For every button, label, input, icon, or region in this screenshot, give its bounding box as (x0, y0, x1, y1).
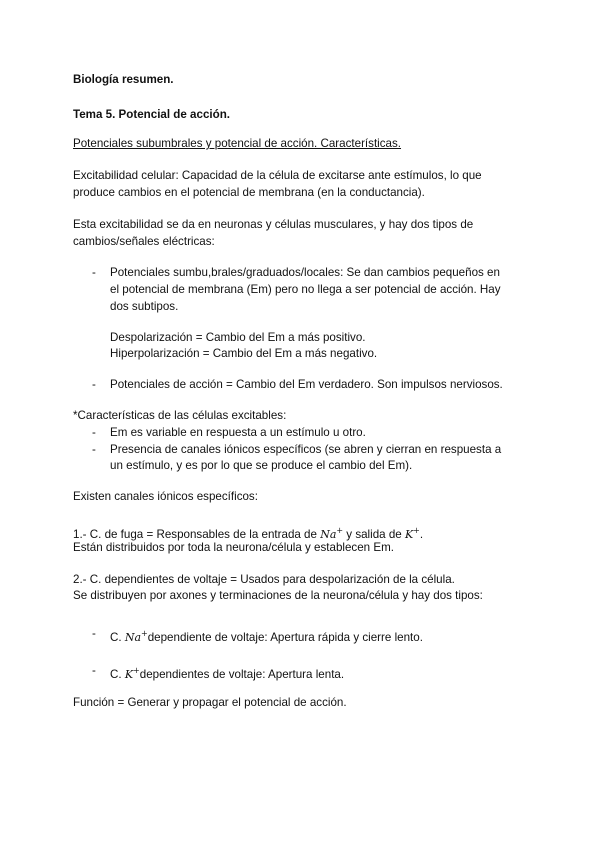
na-ion-symbol: Na (320, 528, 337, 541)
leak-suffix: . (419, 528, 424, 541)
bullet-dash: - (92, 378, 96, 391)
voltage-channel-line-2: Se distribuyen por axones y terminaciones de la neurona/célula y hay dos tipos: (73, 589, 483, 602)
na-ion-symbol: Na (124, 631, 142, 644)
feature-1: Em es variable en respuesta a un estímulo u otro. (110, 426, 366, 439)
channels-intro: Existen canales iónicos específicos: (73, 490, 258, 503)
feature-2-line-2: un estímulo, y es por lo que se produce el cambio del Em). (110, 459, 413, 472)
topic-heading: Tema 5. Potencial de acción. (73, 108, 231, 121)
leak-channel-line-1 (73, 524, 423, 542)
bullet-dash: - (92, 426, 96, 439)
voltage-channel-line-1: 2.- C. dependientes de voltaje = Usados para despolarización de la célula. (73, 573, 455, 586)
leak-channel-line-2: Están distribuidos por toda la neurona/célula y establecen Em. (73, 541, 394, 554)
k-ion-symbol: K (404, 528, 414, 541)
na-voltage-channel (110, 627, 423, 645)
subthreshold-line-3: dos subtipos. (110, 300, 179, 313)
features-heading: *Características de las células excitables: (73, 409, 287, 422)
leak-middle: y salida de (343, 528, 405, 541)
hyperpolarization-line: Hiperpolarización = Cambio del Em a más negativo. (110, 347, 378, 360)
na-channel-prefix: C. (110, 631, 125, 644)
function-line: Función = Generar y propagar el potencial de acción. (73, 696, 347, 709)
document-title: Biología resumen. (73, 73, 174, 86)
plus-charge: + (133, 666, 140, 675)
k-voltage-channel (110, 664, 344, 682)
bullet-dash: - (92, 266, 96, 279)
section-heading: Potenciales subumbrales y potencial de acción. Características. (73, 137, 402, 150)
k-channel-text: dependientes de voltaje: Apertura lenta. (139, 668, 345, 681)
intro-line-2: cambios/señales eléctricas: (73, 235, 215, 248)
subthreshold-line-1: Potenciales sumbu,brales/graduados/locales: Se dan cambios pequeños en (110, 266, 500, 279)
bullet-dash: - (92, 664, 96, 677)
excitability-line-2: produce cambios en el potencial de membrana (en la conductancia). (73, 186, 425, 199)
plus-charge: + (336, 526, 344, 535)
action-potentials-line: Potenciales de acción = Cambio del Em verdadero. Son impulsos nerviosos. (110, 378, 503, 391)
bullet-dash: - (92, 627, 96, 640)
plus-charge: + (141, 629, 148, 638)
k-channel-prefix: C. (110, 668, 125, 681)
subthreshold-line-2: el potencial de membrana (Em) pero no llega a ser potencial de acción. Hay (110, 283, 501, 296)
feature-2-line-1: Presencia de canales iónicos específicos (se abren y cierran en respuesta a (110, 443, 502, 456)
bullet-dash: - (92, 443, 96, 456)
intro-line-1: Esta excitabilidad se da en neuronas y células musculares, y hay dos tipos de (73, 218, 474, 231)
depolarization-line: Despolarización = Cambio del Em a más positivo. (110, 331, 366, 344)
leak-prefix: 1.- C. de fuga = Responsables de la entrada de (73, 528, 321, 541)
na-channel-text: dependiente de voltaje: Apertura rápida y cierre lento. (147, 631, 423, 644)
plus-charge: + (413, 526, 420, 535)
excitability-line-1: Excitabilidad celular: Capacidad de la célula de excitarse ante estímulos, lo que (73, 169, 482, 182)
k-ion-symbol: K (124, 668, 134, 681)
